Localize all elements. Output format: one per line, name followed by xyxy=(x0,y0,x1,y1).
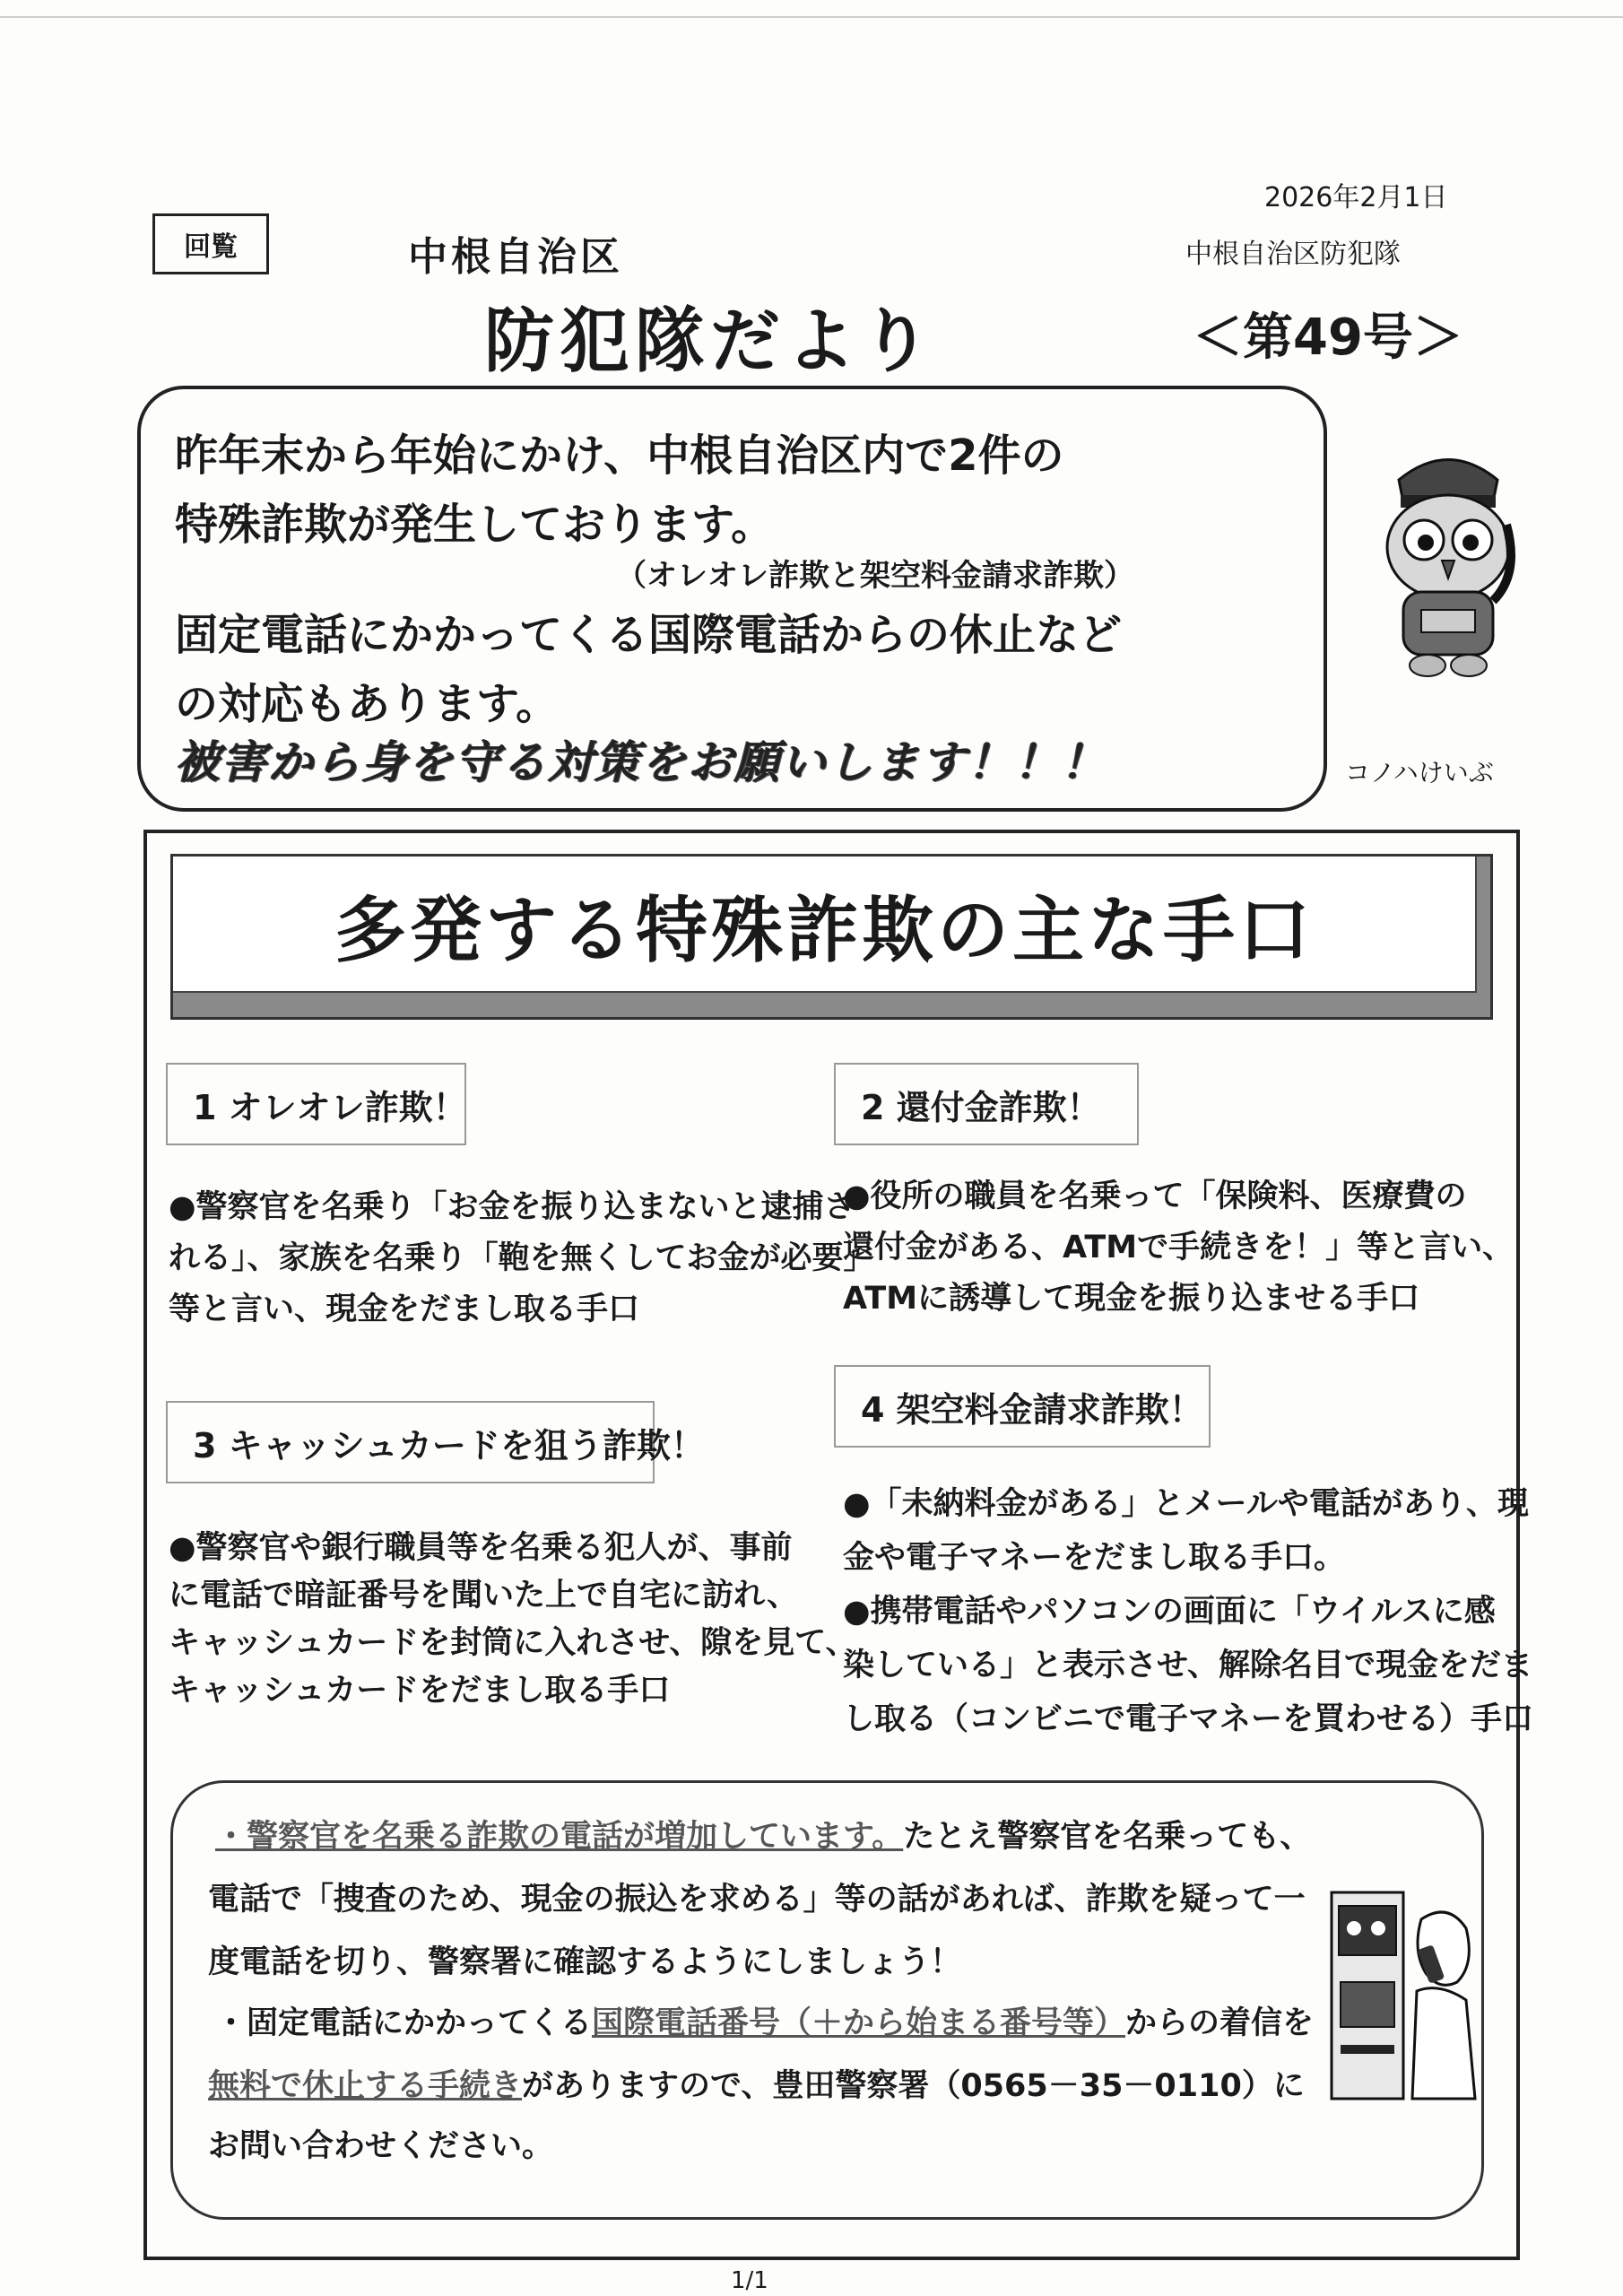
notice-line: 度電話を切り、警察署に確認するようにしましょう！ xyxy=(208,1944,962,1980)
intro-line: 特殊詐欺が発生しております。 xyxy=(175,500,775,550)
underlined-text: 無料で休止する手続き xyxy=(208,2068,523,2104)
body-line: 染している」と表示させ、解除名目で現金をだま xyxy=(843,1648,1532,1683)
body-line: ●警察官や銀行職員等を名乗る犯人が、事前 xyxy=(169,1530,793,1566)
notice-text: たとえ警察官を名乗っても、 xyxy=(903,1819,1312,1855)
issue-date: 2026年2月1日 xyxy=(1264,182,1448,213)
mascot-caption: コノハけいぶ xyxy=(1345,758,1494,787)
district-name: 中根自治区 xyxy=(408,234,623,280)
body-line: ●携帯電話やパソコンの画面に「ウイルスに感 xyxy=(843,1594,1496,1630)
body-line: ●役所の職員を名乗って「保険料、医療費の xyxy=(843,1178,1467,1214)
body-line: し取る（コンビニで電子マネーを買わせる）手口 xyxy=(843,1701,1534,1737)
issue-number: ＜第49号＞ xyxy=(1193,309,1463,367)
notice-line xyxy=(215,1812,1311,1857)
notice-text: がありますので、豊田警察署（0565－35－0110）に xyxy=(522,2068,1305,2104)
section-label-fake-billing: 4 架空料金請求詐欺！ xyxy=(834,1365,1211,1448)
section-label-cash-card: 3 キャッシュカードを狙う詐欺！ xyxy=(166,1401,655,1483)
notice-text: からの着信を xyxy=(1125,2005,1315,2041)
section-body-fake-billing xyxy=(843,1477,1533,1746)
police-owl-mascot-icon xyxy=(1372,439,1524,686)
intro-line: 固定電話にかかってくる国際電話からの休止など xyxy=(175,610,1123,660)
notice-line: 電話で「捜査のため、現金の振込を求める」等の話があれば、詐欺を疑って一 xyxy=(208,1882,1306,1918)
headline: 多発する特殊詐欺の主な手口 xyxy=(334,888,1314,972)
intro-box xyxy=(137,386,1327,812)
notice-line xyxy=(208,2061,1305,2106)
circulation-stamp: 回覧 xyxy=(152,213,269,274)
body-line: ATMに誘導して現金を振り込ませる手口 xyxy=(843,1281,1420,1317)
body-line: れる」、家族を名乗り「鞄を無くしてお金が必要」 xyxy=(169,1240,875,1276)
underlined-text: ・警察官を名乗る詐欺の電話が増加しています。 xyxy=(215,1819,904,1855)
section-body-cash-card xyxy=(169,1525,857,1715)
underlined-text: 国際電話番号（＋から始まる番号等） xyxy=(592,2005,1126,2041)
body-line: 等と言い、現金をだまし取る手口 xyxy=(169,1292,640,1327)
newsletter-title: 防犯隊だより xyxy=(484,301,937,382)
intro-line: の対応もあります。 xyxy=(175,679,560,729)
notice-text: ・固定電話にかかってくる xyxy=(215,2005,593,2041)
body-line: ●警察官を名乗り「お金を振り込まないと逮捕さ xyxy=(169,1189,855,1225)
body-line: キャッシュカードをだまし取る手口 xyxy=(169,1673,671,1709)
section-body-ore-ore xyxy=(169,1182,875,1335)
organization-name: 中根自治区防犯隊 xyxy=(1185,239,1401,270)
body-line: ●「未納料金がある」とメールや電話があり、現 xyxy=(843,1486,1529,1522)
intro-line: 昨年末から年始にかけ、中根自治区内で2件の xyxy=(175,430,1064,481)
body-line: に電話で暗証番号を聞いた上で自宅に訪れ、 xyxy=(169,1578,799,1613)
notice-line: お問い合わせください。 xyxy=(208,2128,554,2164)
headline-banner xyxy=(170,854,1493,1020)
body-line: 還付金がある、ATMで手続きを！」等と言い、 xyxy=(843,1230,1515,1265)
body-line: キャッシュカードを封筒に入れさせ、隙を見て、 xyxy=(169,1625,857,1661)
section-label-ore-ore: 1 オレオレ詐欺！ xyxy=(166,1063,466,1145)
intro-call-to-action: 被害から身を守る対策をお願いします！！！ xyxy=(175,736,1107,788)
scan-top-edge xyxy=(0,16,1623,18)
page-number: 1/1 xyxy=(731,2267,768,2294)
section-body-refund xyxy=(843,1171,1514,1325)
intro-line: （オレオレ詐欺と架空料金請求詐欺） xyxy=(616,558,1134,594)
section-label-refund: 2 還付金詐欺！ xyxy=(834,1063,1139,1145)
body-line: 金や電子マネーをだまし取る手口。 xyxy=(843,1540,1346,1576)
atm-phone-scam-illustration-icon xyxy=(1323,1866,1480,2108)
notice-line xyxy=(215,1998,1314,2043)
